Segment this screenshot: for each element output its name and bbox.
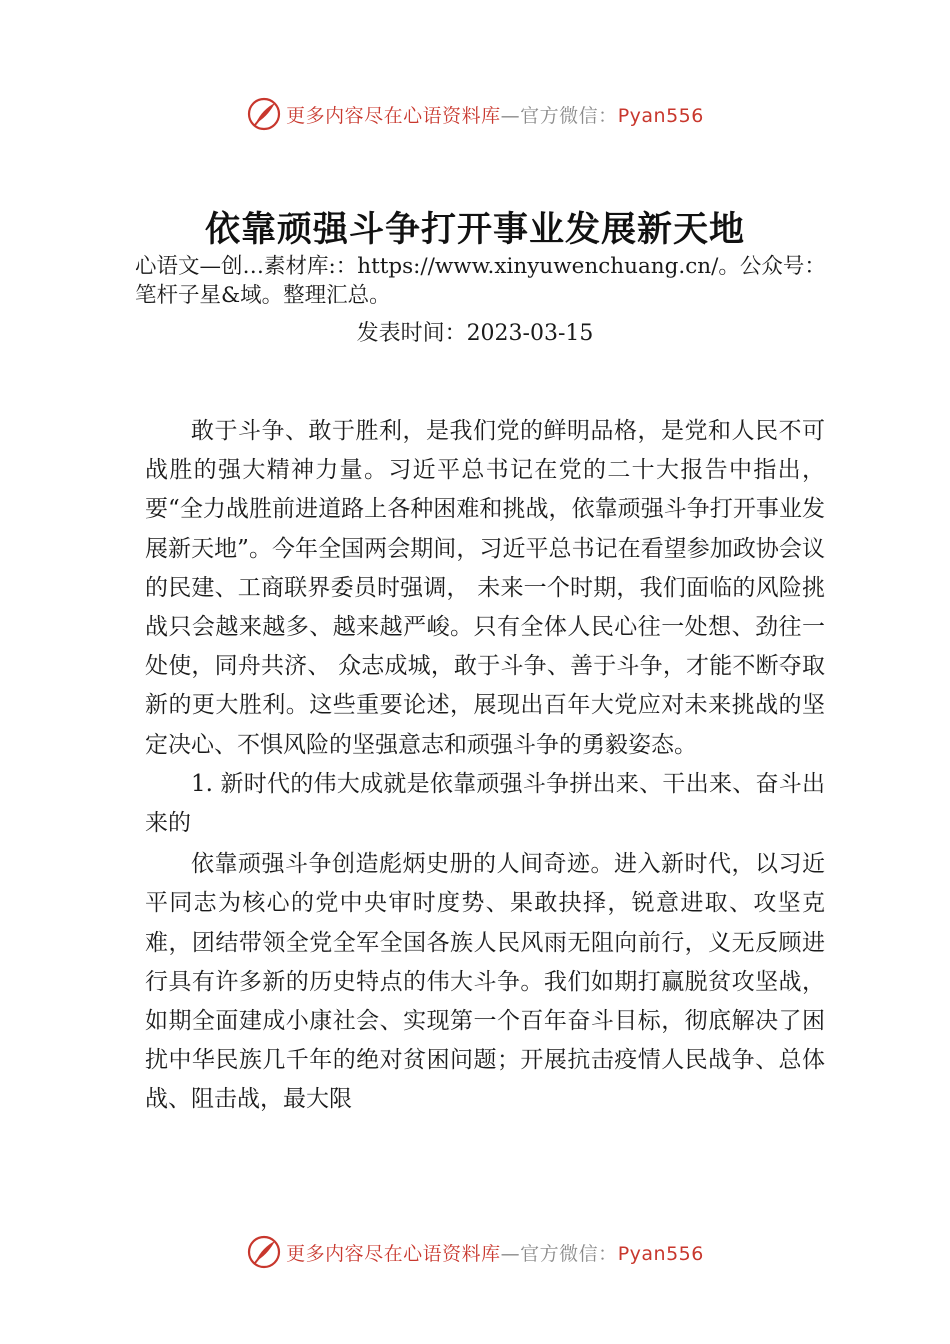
document-body [145, 412, 825, 1120]
footer-banner [0, 1232, 950, 1272]
source-line: 心语文—创…素材库:：https://www.xinyuwenchuang.cn/。公众号：笔杆子星&域。整理汇总。 [135, 254, 826, 308]
publish-time: 发表时间：2023-03-15 [356, 321, 594, 346]
document-title: 依靠顽强斗争打开事业发展新天地 [204, 209, 745, 250]
header-banner [0, 94, 950, 134]
quill-logo-icon [246, 1234, 282, 1270]
paragraph: 敢于斗争、敢于胜利，是我们党的鲜明品格，是党和人民不可战胜的强大精神力量。习近平总书记在党的二十大报告中指出，要“全力战胜前进道路上各种困难和挑战，依靠顽强斗争打开事业发展新天地”。今年全国两会期间，习近平总书记在看望参加政协会议的民建、工商联界委员时强调， 未来一个时期，我们面临的风险挑战只会越来越多、越来越严峻。只有全体人民心往一处想、劲往一处使，同舟共济、 众志成城，敢于斗争、善于斗争，才能不断夺取新的更大胜利。这些重要论述，展现出百年大党应对未来挑战的坚定决心、不惧风险的坚强意志和顽强斗争的勇毅姿态。 [145, 418, 825, 758]
banner-text: 更多内容尽在心语资料库—官方微信：Pyan556 [286, 1242, 704, 1265]
section-heading: 1. 新时代的伟大成就是依靠顽强斗争拼出来、干出来、奋斗出来的 [145, 770, 825, 837]
quill-logo-icon [246, 96, 282, 132]
paragraph: 依靠顽强斗争创造彪炳史册的人间奇迹。进入新时代，以习近平同志为核心的党中央审时度势、果敢抉择，锐意进取、攻坚克难，团结带领全党全军全国各族人民风雨无阻向前行，义无反顾进行具有许多新的历史特点的伟大斗争。我们如期打赢脱贫攻坚战，如期全面建成小康社会、实现第一个百年奋斗目标，彻底解决了困扰中华民族几千年的绝对贫困问题；开展抗击疫情人民战争、总体战、阻击战，最大限 [145, 851, 825, 1113]
banner-text: 更多内容尽在心语资料库—官方微信：Pyan556 [286, 104, 704, 127]
